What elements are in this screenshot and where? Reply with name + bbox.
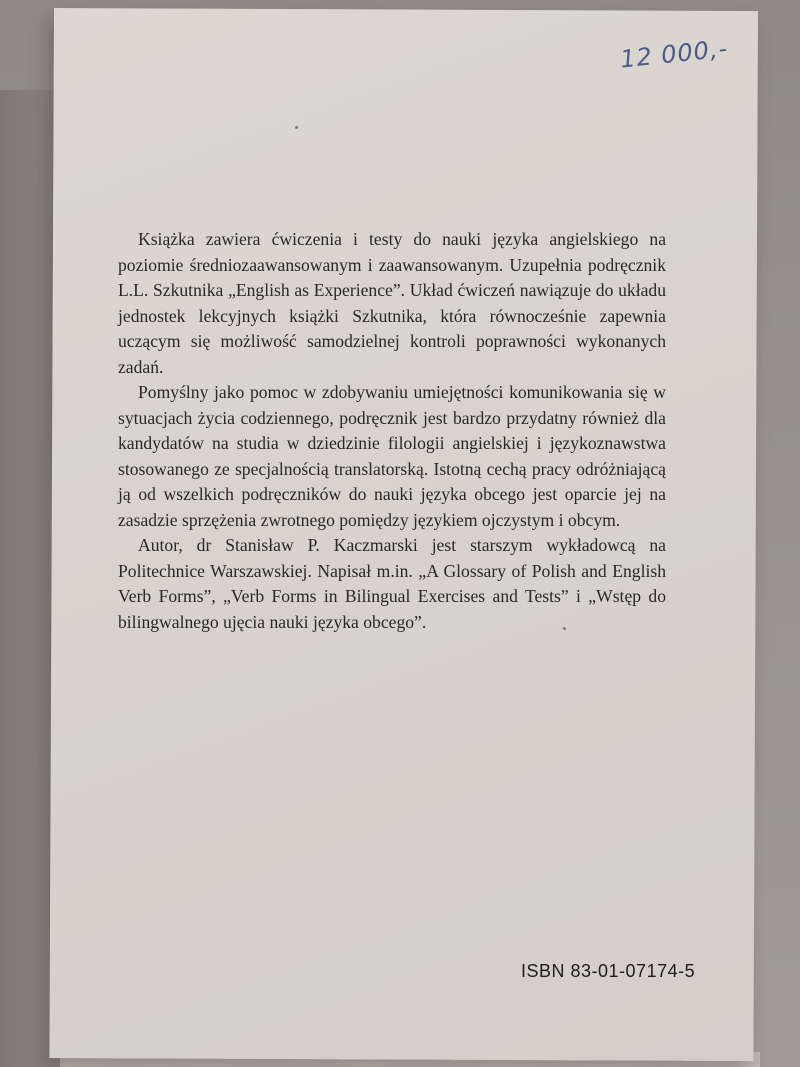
blurb-paragraph-1: Książka zawiera ćwiczenia i testy do nauki języka angielskiego na poziomie średniozaawansowanym i zaawansowanym. Uzupełnia podręcznik L.L. Szkutnika „English as Experience”. Układ ćwiczeń nawiązuje do układu jednostek lekcyjnych książki Szkutnika, która równocześnie zapewnia uczącym się możliwość samodzielnej kontroli poprawności wykonanych zadań. bbox=[118, 229, 666, 377]
blurb-text bbox=[118, 227, 666, 635]
speck bbox=[295, 126, 298, 129]
speck bbox=[563, 627, 566, 630]
blurb-paragraph-2: Pomyślny jako pomoc w zdobywaniu umiejętności komunikowania się w sytuacjach życia codziennego, podręcznik jest bardzo przydatny również dla kandydatów na studia w dziedzinie filologii angielskiej i językoznawstwa stosowanego ze specjalnością translatorską. Istotną cechą pracy odróżniającą ją od wszelkich podręczników do nauki języka obcego jest oparcie jej na zasadzie sprzężenia zwrotnego pomiędzy językiem ojczystym i obcym. bbox=[118, 382, 666, 530]
handwritten-price: 12 000,- bbox=[618, 34, 730, 74]
isbn-number: ISBN 83-01-07174-5 bbox=[521, 961, 696, 981]
blurb-paragraph-3: Autor, dr Stanisław P. Kaczmarski jest starszym wykładowcą na Politechnice Warszawskiej. Napisał m.in. „A Glossary of Polish and English Verb Forms”, „Verb Forms in Bilingual Exercises and Tests” i „Wstęp do bilingwalnego ujęcia nauki języka obcego”. bbox=[118, 535, 666, 632]
